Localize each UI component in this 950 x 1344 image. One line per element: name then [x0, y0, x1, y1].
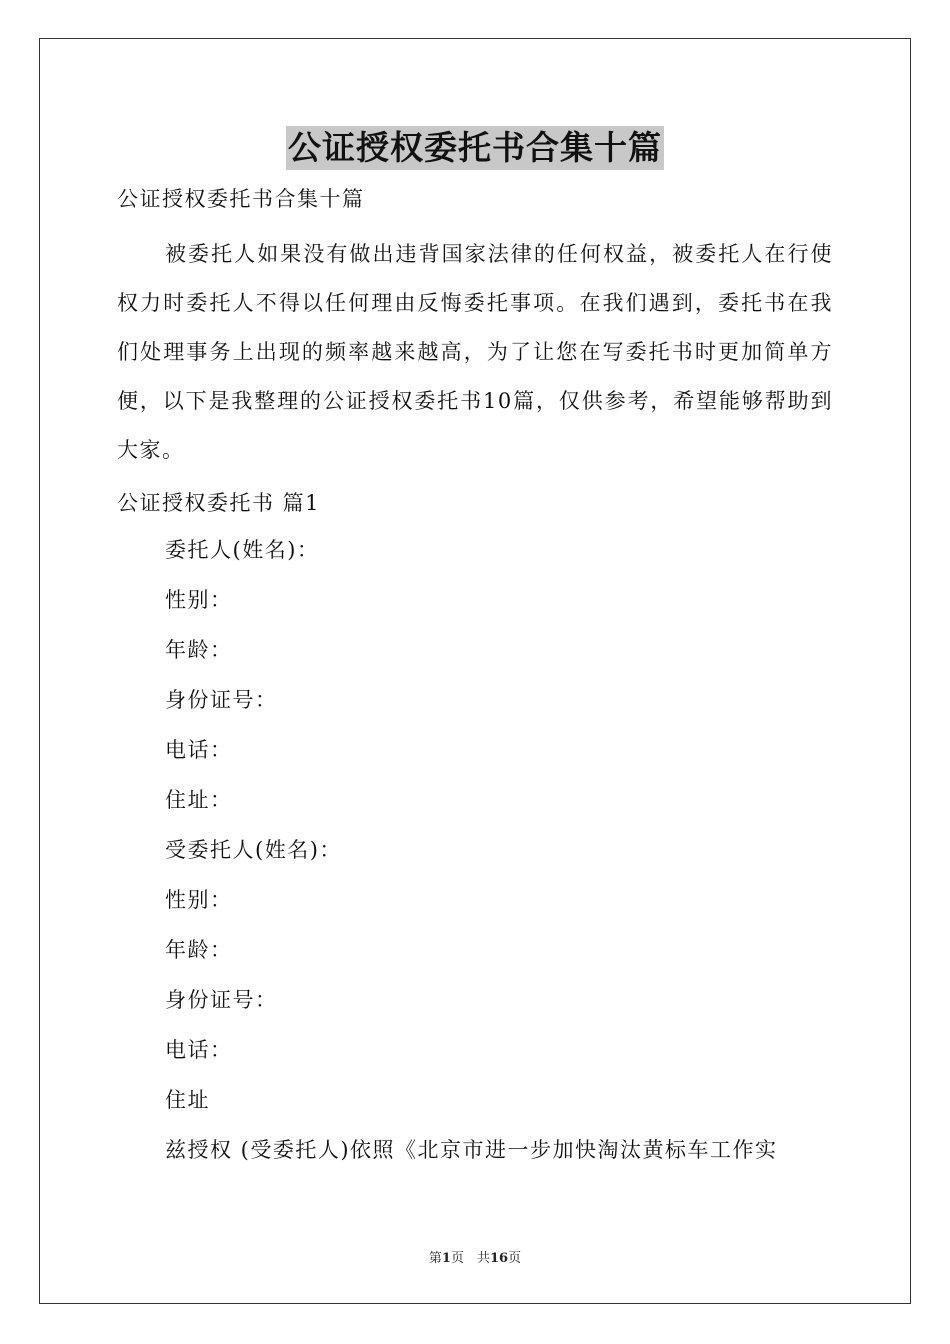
authorization-line: 兹授权 (受委托人)依照《北京市进一步加快淘汰黄标车工作实: [165, 1138, 778, 1162]
document-body: [117, 180, 833, 1175]
field-principal-phone: 电话：: [165, 738, 233, 762]
footer-mid: 页 共: [450, 1251, 490, 1266]
page-footer: [0, 1247, 950, 1266]
field-agent-address: 住址: [165, 1088, 210, 1112]
title-wrap: [0, 126, 950, 170]
intro-paragraph: 被委托人如果没有做出违背国家法律的任何权益，被委托人在行使权力时委托人不得以任何理由反悔委托事项。在我们遇到，委托书在我们处理事务上出现的频率越来越高，为了让您在写委托书时更加简单方便，以下是我整理的公证授权委托书10篇，仅供参考，希望能够帮助到大家。: [117, 242, 833, 462]
field-principal-age: 年龄：: [165, 638, 233, 662]
footer-page-current: 1: [441, 1251, 451, 1266]
field-agent-age: 年龄：: [165, 938, 233, 962]
field-principal-name: 委托人(姓名)：: [165, 538, 320, 562]
footer-suffix: 页: [508, 1251, 522, 1266]
field-agent-gender: 性别：: [165, 888, 233, 912]
field-principal-gender: 性别：: [165, 588, 233, 612]
document-title: 公证授权委托书合集十篇: [286, 126, 664, 170]
field-agent-phone: 电话：: [165, 1038, 233, 1062]
footer-page-total: 16: [489, 1251, 509, 1266]
field-agent-name: 受委托人(姓名)：: [165, 838, 342, 862]
document-subtitle: 公证授权委托书合集十篇: [117, 187, 365, 211]
section-heading: 公证授权委托书 篇1: [117, 491, 321, 515]
field-agent-id: 身份证号：: [165, 988, 278, 1012]
footer-prefix: 第: [428, 1251, 442, 1266]
field-principal-id: 身份证号：: [165, 688, 278, 712]
field-principal-address: 住址：: [165, 788, 233, 812]
